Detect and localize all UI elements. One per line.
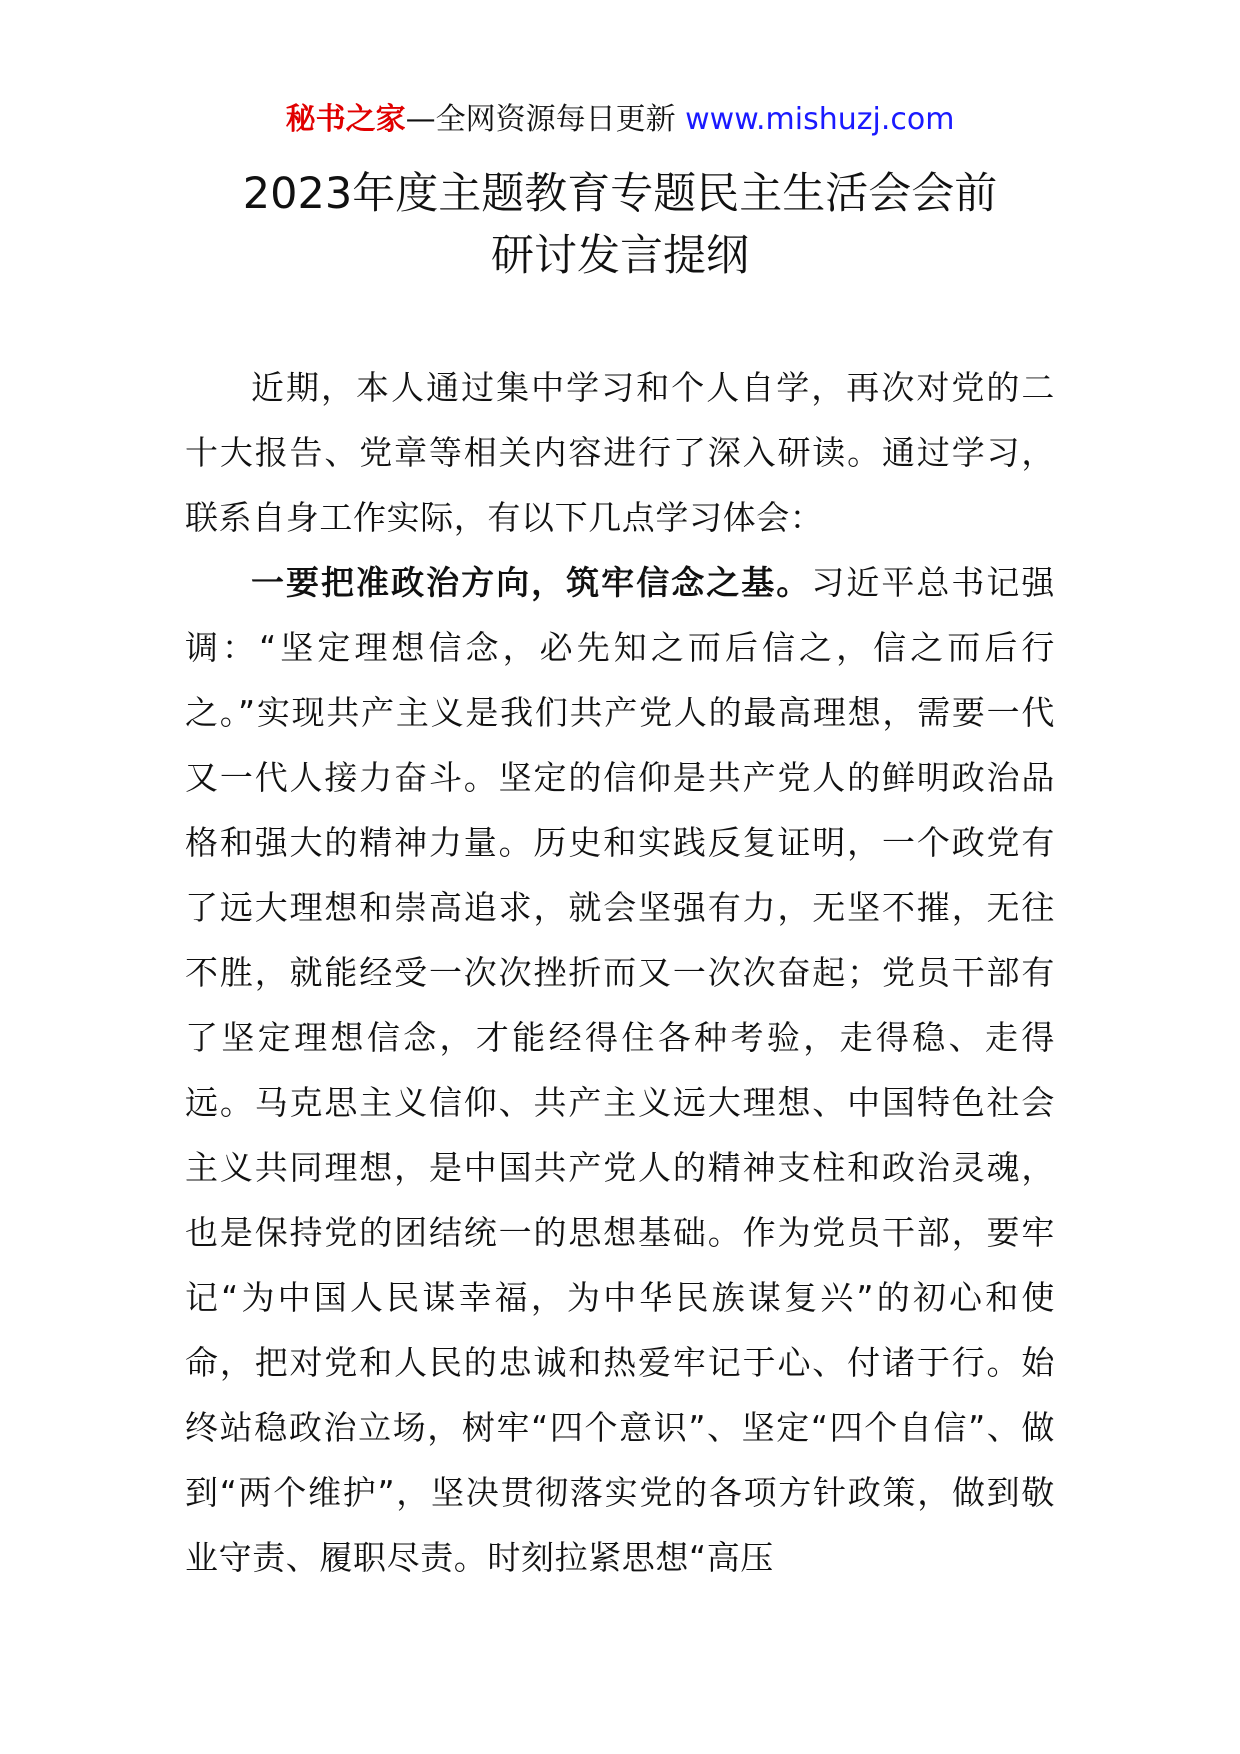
brand-name: 秘书之家 (285, 102, 406, 137)
site-header (0, 100, 1240, 140)
paragraph-intro: 近期，本人通过集中学习和个人自学，再次对党的二十大报告、党章等相关内容进行了深入研读。通过学习，联系自身工作实际，有以下几点学习体会： (185, 368, 1055, 537)
site-url-link[interactable]: www.mishuzj.com (685, 102, 955, 137)
document-title (0, 163, 1240, 287)
point-one-heading: 一要把准政治方向，筑牢信念之基。 (251, 563, 812, 602)
header-tagline: —全网资源每日更新 (405, 102, 676, 137)
title-line-2: 研讨发言提纲 (491, 231, 749, 281)
document-body (185, 355, 1055, 1590)
title-line-1: 2023年度主题教育专题民主生活会会前 (242, 169, 998, 219)
point-one-body: 习近平总书记强调：“坚定理想信念，必先知之而后信之，信之而后行之。”实现共产主义是我们共产党人的最高理想，需要一代又一代人接力奋斗。坚定的信仰是共产党人的鲜明政治品格和强大的精神力量。历史和实践反复证明，一个政党有了远大理想和崇高追求，就会坚强有力，无坚不摧，无往不胜，就能经受一次次挫折而又一次次奋起；党员干部有了坚定理想信念，才能经得住各种考验，走得稳、走得远。马克思主义信仰、共产主义远大理想、中国特色社会主义共同理想，是中国共产党人的精神支柱和政治灵魂，也是保持党的团结统一的思想基础。作为党员干部，要牢记“为中国人民谋幸福，为中华民族谋复兴”的初心和使命，把对党和人民的忠诚和热爱牢记于心、付诸于行。始终站稳政治立场，树牢“四个意识”、坚定“四个自信”、做到“两个维护”，坚决贯彻落实党的各项方针政策，做到敬业守责、履职尽责。时刻拉紧思想“高压 (185, 563, 1056, 1577)
paragraph-point-one (185, 550, 1055, 1590)
